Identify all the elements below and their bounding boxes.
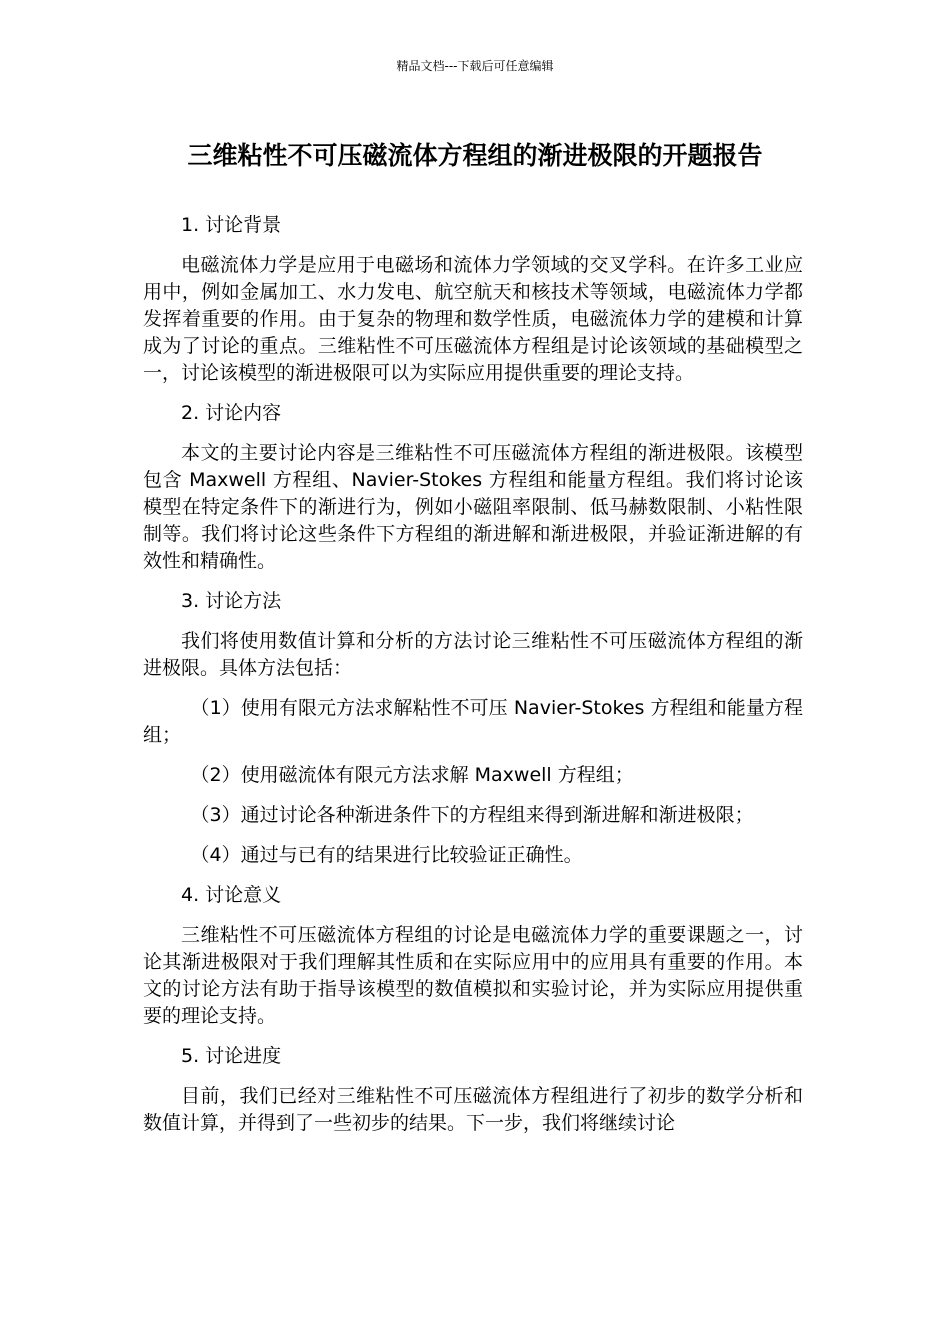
- document-title: 三维粘性不可压磁流体方程组的渐进极限的开题报告: [187, 141, 763, 170]
- section-heading-significance: 4. 讨论意义: [181, 884, 282, 906]
- paragraph-significance: 三维粘性不可压磁流体方程组的讨论是电磁流体力学的重要课题之一，讨论其渐进极限对于我们理解其性质和在实际应用中的应用具有重要的作用。本文的讨论方法有助于指导该模型的数值模拟和实验讨论，并为实际应用提供重要的理论支持。: [143, 924, 803, 1027]
- document-body: [143, 212, 803, 1150]
- section-heading-progress: 5. 讨论进度: [181, 1045, 282, 1067]
- section-heading-content: 2. 讨论内容: [181, 402, 282, 424]
- method-item-3: （3）通过讨论各种渐进条件下的方程组来得到渐进解和渐进极限；: [190, 804, 754, 826]
- paragraph-method: 我们将使用数值计算和分析的方法讨论三维粘性不可压磁流体方程组的渐进极限。具体方法包括：: [143, 630, 803, 679]
- section-heading-background: 1. 讨论背景: [181, 214, 282, 236]
- header-note: 精品文档---下载后可任意编辑: [396, 59, 554, 73]
- paragraph-progress: 目前，我们已经对三维粘性不可压磁流体方程组进行了初步的数学分析和数值计算，并得到了一些初步的结果。下一步，我们将继续讨论: [143, 1085, 803, 1134]
- paragraph-background: 电磁流体力学是应用于电磁场和流体力学领域的交叉学科。在许多工业应用中，例如金属加工、水力发电、航空航天和核技术等领域，电磁流体力学都发挥着重要的作用。由于复杂的物理和数学性质，电磁流体力学的建模和计算成为了讨论的重点。三维粘性不可压磁流体方程组是讨论该领域的基础模型之一，讨论该模型的渐进极限可以为实际应用提供重要的理论支持。: [143, 254, 803, 384]
- method-item-2: （2）使用磁流体有限元方法求解 Maxwell 方程组；: [190, 764, 634, 786]
- method-item-1: （1）使用有限元方法求解粘性不可压 Navier-Stokes 方程组和能量方程组；: [143, 697, 803, 746]
- section-heading-method: 3. 讨论方法: [181, 590, 282, 612]
- method-item-4: （4）通过与已有的结果进行比较验证正确性。: [190, 844, 583, 866]
- paragraph-content: 本文的主要讨论内容是三维粘性不可压磁流体方程组的渐进极限。该模型包含 Maxwell 方程组、Navier-Stokes 方程组和能量方程组。我们将讨论该模型在特定条件下的渐进行为，例如小磁阻率限制、低马赫数限制、小粘性限制等。我们将讨论这些条件下方程组的渐进解和渐进极限，并验证渐进解的有效性和精确性。: [143, 442, 803, 572]
